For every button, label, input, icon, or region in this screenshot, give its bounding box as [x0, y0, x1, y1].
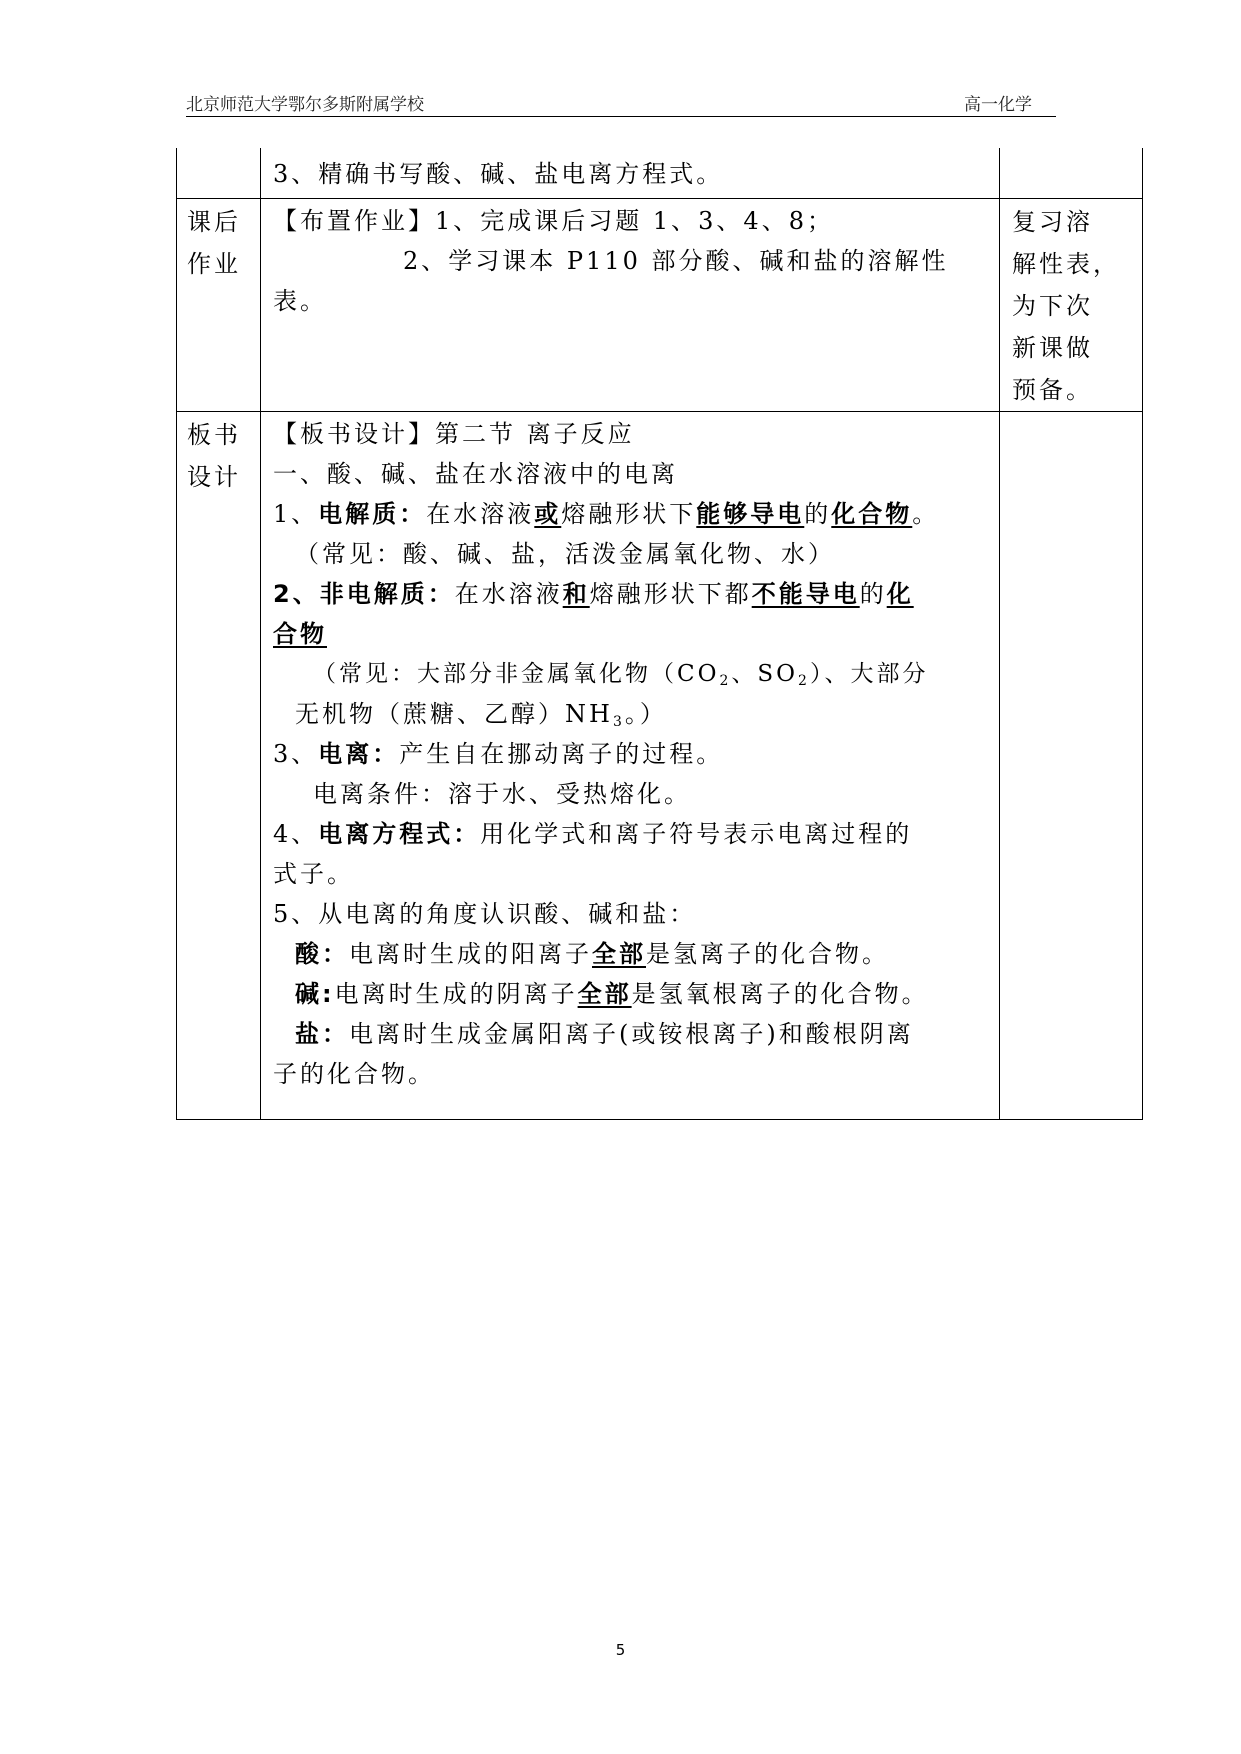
- ionization-equation-cont: 式子。: [273, 859, 354, 888]
- salt-definition: 盐：电离时生成金属阳离子(或铵根离子)和酸根阴离: [295, 1019, 914, 1048]
- non-electrolyte-cont: 合物: [273, 619, 327, 648]
- item-ionization-equation: 4、电离方程式：用化学式和离子符号表示电离过程的: [273, 819, 913, 848]
- homework-line-2: 2、学习课本 P110 部分酸、碱和盐的溶解性: [403, 246, 949, 275]
- page-header: [186, 86, 1056, 117]
- continuation-content-cell: [261, 148, 1000, 198]
- item-non-electrolyte: 2、非电解质：在水溶液和熔融形状下都不能导电的化: [273, 579, 914, 608]
- continuation-text: 3、精确书写酸、碱、盐电离方程式。: [273, 160, 724, 188]
- homework-note: 复习溶 解性表， 为下次 新课做 预备。: [1000, 198, 1143, 411]
- ionization-conditions: 电离条件：溶于水、受热熔化。: [313, 779, 691, 808]
- continuation-row: [177, 148, 1143, 198]
- school-name: 北京师范大学鄂尔多斯附属学校: [186, 95, 424, 114]
- homework-content: [261, 198, 1000, 411]
- board-label: 板书 设计: [177, 411, 261, 1119]
- section-heading: 一、酸、碱、盐在水溶液中的电离: [273, 459, 678, 488]
- item-electrolyte: 1、电解质：在水溶液或熔融形状下能够导电的化合物。: [273, 499, 940, 528]
- homework-line-1: 【布置作业】1、完成课后习题 1、3、4、8；: [273, 206, 834, 235]
- item-acid-base-salt: 5、从电离的角度认识酸、碱和盐：: [273, 899, 697, 928]
- board-content: [261, 411, 1000, 1119]
- item-ionization: 3、电离：产生自在挪动离子的过程。: [273, 739, 724, 768]
- subject-name: 高一化学: [964, 95, 1032, 114]
- continuation-label-cell: [177, 148, 261, 198]
- board-title: 【板书设计】第二节 离子反应: [273, 419, 635, 448]
- continuation-note-cell: [1000, 148, 1143, 198]
- base-definition: 碱:电离时生成的阴离子全部是氢氧根离子的化合物。: [295, 979, 929, 1008]
- electrolyte-examples: （常见：酸、碱、盐，活泼金属氧化物、水）: [295, 539, 835, 568]
- homework-label: 课后 作业: [177, 198, 261, 411]
- board-note-cell: [1000, 411, 1143, 1119]
- lesson-plan-table: [176, 148, 1143, 1120]
- homework-line-3: 表。: [273, 286, 327, 315]
- page-number: 5: [615, 1641, 626, 1659]
- acid-definition: 酸：电离时生成的阳离子全部是氢离子的化合物。: [295, 939, 889, 968]
- board-design-row: [177, 411, 1143, 1119]
- non-electrolyte-examples-1: （常见：大部分非金属氧化物（$CO_2$、$SO_2$）、大部分: [313, 660, 929, 689]
- non-electrolyte-examples-2: 无机物（蔗糖、乙醇）$NH_3$。）: [295, 699, 667, 730]
- homework-row: [177, 198, 1143, 411]
- salt-definition-cont: 子的化合物。: [273, 1059, 435, 1088]
